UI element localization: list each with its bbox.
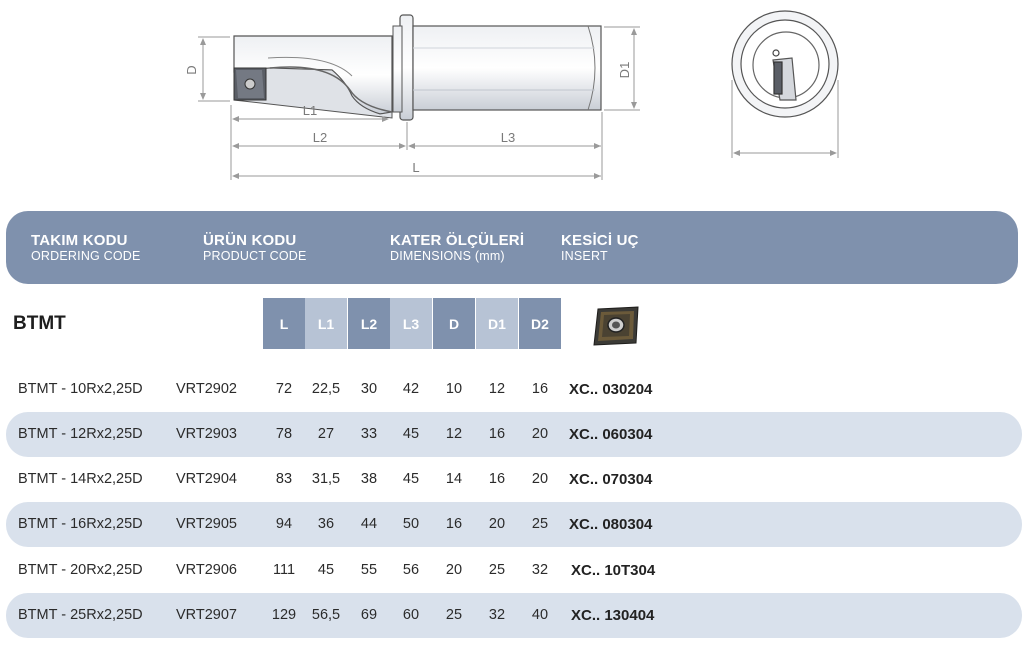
ordering-code-cell: BTMT - 16Rx2,25D xyxy=(18,516,143,532)
col-header-D: D xyxy=(433,298,475,349)
insert-code-cell: XC.. 080304 xyxy=(569,516,653,533)
dim-L2-cell: 44 xyxy=(360,516,378,532)
dim-L2-cell: 55 xyxy=(360,562,378,578)
dim-D2-cell: 20 xyxy=(531,426,549,442)
product-code-cell: VRT2906 xyxy=(176,562,237,578)
ordering-code-cell: BTMT - 14Rx2,25D xyxy=(18,471,143,487)
ordering-code-cell: BTMT - 20Rx2,25D xyxy=(18,562,143,578)
dim-L3-cell: 56 xyxy=(402,562,420,578)
dim-D-cell: 16 xyxy=(445,516,463,532)
dim-L-cell: 83 xyxy=(275,471,293,487)
shank xyxy=(413,26,601,110)
insert-code-cell: XC.. 130404 xyxy=(571,607,655,624)
dim-L3-cell: 45 xyxy=(402,426,420,442)
table-row xyxy=(6,548,1022,593)
dim-D2-cell: 40 xyxy=(531,607,549,623)
header-product-code xyxy=(203,232,307,264)
insert-code-cell: XC.. 10T304 xyxy=(571,562,656,579)
dim-L-cell: 129 xyxy=(271,607,297,623)
dim-L1-cell: 56,5 xyxy=(311,607,341,623)
dim-label-L1: L1 xyxy=(302,103,318,118)
table-header-band xyxy=(6,211,1018,284)
dim-D-cell: 25 xyxy=(445,607,463,623)
dim-D1-cell: 25 xyxy=(488,562,506,578)
insert-code-cell: XC.. 070304 xyxy=(569,471,653,488)
dim-L1-cell: 36 xyxy=(317,516,335,532)
dim-D-cell: 20 xyxy=(445,562,463,578)
product-code-cell: VRT2907 xyxy=(176,607,237,623)
dim-L-cell: 94 xyxy=(275,516,293,532)
dim-D2-cell: 25 xyxy=(531,516,549,532)
col-header-L2: L2 xyxy=(348,298,390,349)
dim-label-D1: D1 xyxy=(617,61,632,79)
header-product-tr: ÜRÜN KODU xyxy=(203,232,297,249)
col-header-D2: D2 xyxy=(519,298,561,349)
header-dimensions xyxy=(390,232,524,264)
dim-L-cell: 78 xyxy=(275,426,293,442)
dim-L3-cell: 45 xyxy=(402,471,420,487)
dim-L2-cell: 38 xyxy=(360,471,378,487)
dim-label-L: L xyxy=(412,160,420,175)
insert-code-cell: XC.. 030204 xyxy=(569,381,653,398)
dim-D-cell: 10 xyxy=(445,381,463,397)
dim-D1-cell: 16 xyxy=(488,471,506,487)
dim-label-L2: L2 xyxy=(312,130,328,145)
dim-L1-cell: 27 xyxy=(317,426,335,442)
table-row xyxy=(6,367,1022,412)
header-dimensions-tr: KATER ÖLÇÜLERİ xyxy=(390,232,525,249)
col-header-L3: L3 xyxy=(390,298,432,349)
tool-drawing xyxy=(0,0,1024,200)
dim-L-cell: 72 xyxy=(275,381,293,397)
dim-L2-cell: 33 xyxy=(360,426,378,442)
dim-L2-cell: 69 xyxy=(360,607,378,623)
header-ordering-code xyxy=(31,232,141,264)
ordering-code-cell: BTMT - 25Rx2,25D xyxy=(18,607,143,623)
col-header-L: L xyxy=(263,298,305,349)
header-dimensions-en: DIMENSIONS (mm) xyxy=(390,249,505,263)
dim-label-L3: L3 xyxy=(500,130,516,145)
dim-L3-cell: 60 xyxy=(402,607,420,623)
table-row xyxy=(6,502,1022,547)
product-code-cell: VRT2905 xyxy=(176,516,237,532)
ordering-code-cell: BTMT - 10Rx2,25D xyxy=(18,381,143,397)
dim-D1-cell: 16 xyxy=(488,426,506,442)
dim-label-D: D xyxy=(184,65,199,75)
header-ordering-tr: TAKIM KODU xyxy=(31,232,128,249)
dim-D2-cell: 20 xyxy=(531,471,549,487)
dim-L2-cell: 30 xyxy=(360,381,378,397)
insert-image xyxy=(592,305,642,347)
dim-D1-cell: 20 xyxy=(488,516,506,532)
dim-L3-cell: 50 xyxy=(402,516,420,532)
product-code-cell: VRT2902 xyxy=(176,381,237,397)
ordering-code-cell: BTMT - 12Rx2,25D xyxy=(18,426,143,442)
header-product-en: PRODUCT CODE xyxy=(203,249,307,263)
header-insert-tr: KESİCİ UÇ xyxy=(561,232,639,249)
dim-D1-cell: 12 xyxy=(488,381,506,397)
table-row xyxy=(6,593,1022,638)
dim-L3-cell: 42 xyxy=(402,381,420,397)
product-code-cell: VRT2904 xyxy=(176,471,237,487)
dim-L1-cell: 31,5 xyxy=(311,471,341,487)
dim-L-cell: 111 xyxy=(272,562,296,578)
dim-L1-cell: 45 xyxy=(317,562,335,578)
table-row xyxy=(6,457,1022,502)
col-header-L1: L1 xyxy=(305,298,347,349)
dim-D-cell: 14 xyxy=(445,471,463,487)
dim-D2-cell: 32 xyxy=(531,562,549,578)
end-view xyxy=(732,11,838,117)
table-row xyxy=(6,412,1022,457)
col-header-D1: D1 xyxy=(476,298,518,349)
insert-code-cell: XC.. 060304 xyxy=(569,426,653,443)
dim-D2-cell: 16 xyxy=(531,381,549,397)
dim-D1-cell: 32 xyxy=(488,607,506,623)
header-insert xyxy=(561,232,639,264)
product-family-title: BTMT xyxy=(13,313,66,334)
header-ordering-en: ORDERING CODE xyxy=(31,249,141,263)
header-insert-en: INSERT xyxy=(561,249,608,263)
dim-L1-cell: 22,5 xyxy=(311,381,341,397)
product-code-cell: VRT2903 xyxy=(176,426,237,442)
dim-D-cell: 12 xyxy=(445,426,463,442)
